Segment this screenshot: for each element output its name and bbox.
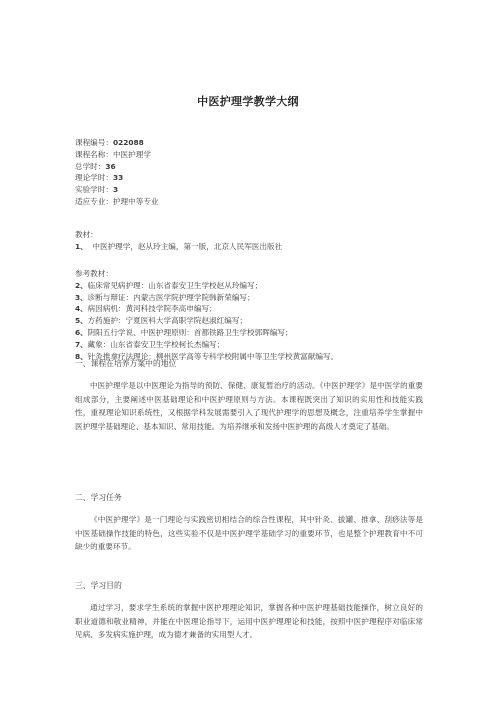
references-section (75, 268, 427, 362)
reference-item (75, 327, 427, 339)
reference-item-text: 方药施护：宁夏医科大学高职学院赵淑红编写； (87, 316, 248, 326)
course-code-line (75, 137, 427, 149)
reference-item-number: 4、 (75, 304, 88, 314)
section-heading-goals: 三、学习目的 (75, 581, 122, 590)
section-paragraph-tasks: 《中医护理学》是一门理论与实践密切相结合的综合性课程，其中针灸、拔罐、推拿、刮痧法等是中医基础操作技能的特色，这些实验不仅是中医护理学基础学习的重要环节，也是整个护理教育中不可缺少的重要环节。 (75, 515, 423, 552)
reference-item (75, 280, 427, 292)
textbook-heading: 教材： (75, 230, 98, 239)
reference-item (75, 315, 427, 327)
document-title: 中医护理学教学大纲 (197, 95, 299, 108)
reference-item-text: 临床常见病护理：山东省泰安卫生学校赵从玲编写； (87, 280, 263, 290)
practice-hours-value: 3 (112, 185, 119, 195)
practice-hours-label: 实验学时： (75, 185, 113, 195)
section-paragraph-position: 中医护理学是以中医理论为指导的预防、保健、康复暂治疗的活动。《中医护理学》是中医学的重要组成部分，主要阐述中医基础理论和中医护理原则与方法。本课程既突出了知识的实用性和技能实践性，重视理论知识系统性，又根据学科发展需要引入了现代护理学的思想及概念，注重培养学生掌握中医护理学基础理论、基本知识、常用技能。为培养继承和发扬中医护理的高级人才奠定了基础。 (75, 381, 423, 431)
reference-item-text: 藏象：山东省泰安卫生学校柯长杰编写； (87, 339, 225, 349)
section-paragraph-goals: 通过学习，要求学生系统的掌握中医护理理论知识，掌握各种中医护理基础技能操作，树立良好的职业道德和敬业精神，并能在中医理论指导下，运用中医护理理论和技能，按照中医护理程序对临床常见病、多发病实施护理，成为德才兼备的实用型人才。 (75, 603, 423, 640)
textbook-item-number: 1、 (75, 241, 88, 251)
reference-item-number: 8、 (75, 351, 88, 361)
total-hours-line (75, 161, 427, 173)
textbook-section (75, 229, 427, 253)
reference-item-number: 2、 (75, 280, 88, 290)
course-code-label: 课程编号： (75, 138, 113, 147)
total-hours-label: 总学时： (75, 161, 106, 171)
reference-item-text: 诊断与辩证：内蒙古医学院护理学院韩新荣编写； (87, 292, 255, 302)
course-info (75, 137, 427, 208)
section-heading-tasks: 二、学习任务 (75, 493, 122, 502)
reference-item-number: 3、 (75, 292, 88, 302)
reference-item-number: 6、 (75, 327, 88, 337)
course-name-line: 课程名称：中医护理学 (75, 149, 151, 159)
total-hours-value: 36 (105, 161, 116, 171)
theory-hours-value: 33 (112, 173, 124, 183)
reference-item-text: 病因病机：黄河科技学院李高申编写； (87, 304, 217, 314)
theory-hours-label: 理论学时： (75, 173, 113, 183)
practice-hours-line (75, 184, 427, 196)
reference-item (75, 303, 427, 315)
theory-hours-line (75, 172, 427, 184)
section-heading-position: 一、课程在培养方案中的地位 (75, 359, 177, 368)
reference-item (75, 292, 427, 304)
course-code-value: 022088 (112, 138, 144, 147)
reference-item-text: 针灸推拿疗法理论：柳州医学高等专科学校附属中等卫生学校黄富献编写。 (87, 351, 339, 361)
reference-item-number: 7、 (75, 339, 88, 349)
references-heading: 参考教材： (75, 269, 113, 278)
textbook-item-text: 中医护理学，赵从玲主编，第一版，北京人民军医出版社 (92, 241, 283, 251)
reference-item (75, 339, 427, 351)
reference-item-number: 5、 (75, 316, 88, 326)
target-major-line: 适应专业：护理中等专业 (75, 196, 159, 206)
textbook-item (75, 241, 427, 253)
reference-item-text: 阴阳五行学说、中医护理原则：首都铁路卫生学校郭晖编写； (87, 327, 293, 337)
